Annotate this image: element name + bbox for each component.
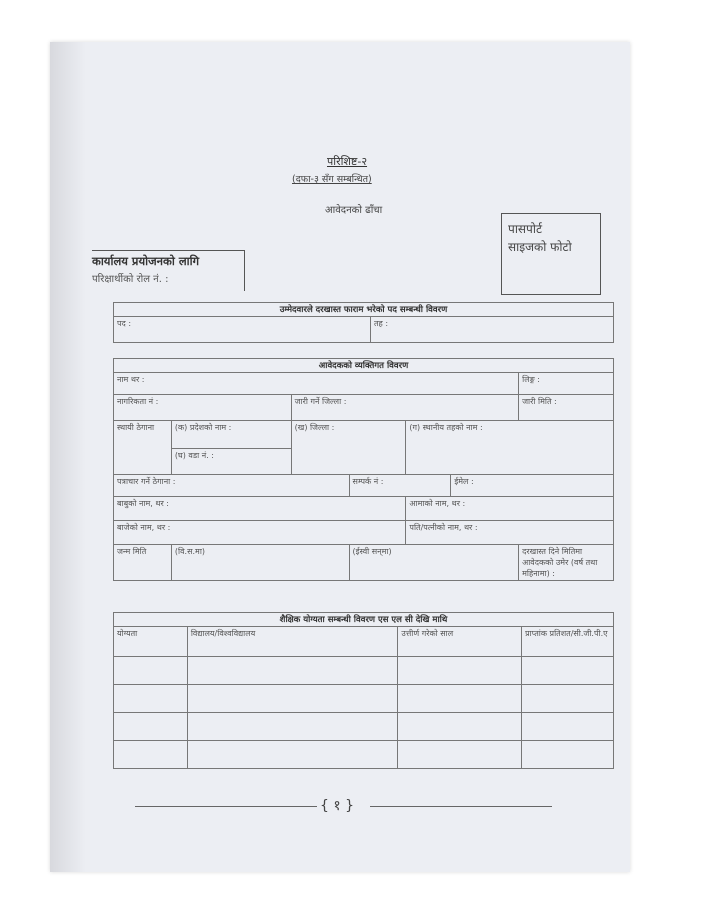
form-name: आवेदनको ढाँचा [325,205,383,216]
photo-box [501,213,601,295]
col-passed-year: उत्तीर्ण गरेको साल [398,627,522,657]
dob-label: जन्म मिति [114,545,172,581]
year-cell[interactable] [398,713,522,741]
qualification-cell[interactable] [114,657,188,685]
education-heading: शैक्षिक योग्यता सम्बन्धी विवरण एस एल सी देखि माथि [114,613,614,627]
issue-district-field[interactable]: जारी गर्ने जिल्ला : [291,395,518,421]
score-cell[interactable] [522,685,614,713]
issue-date-field[interactable]: जारी मिति : [519,395,614,421]
score-cell[interactable] [522,657,614,685]
table-row [114,657,614,685]
appendix-title: परिशिष्ट-२ [327,155,368,168]
table-row [114,713,614,741]
province-field[interactable]: (क) प्रदेशको नाम : [171,421,291,449]
contact-field[interactable]: सम्पर्क नं : [349,475,451,497]
permanent-address-label: स्थायी ठेगाना [114,421,172,475]
col-qualification: योग्यता [114,627,188,657]
qualification-cell[interactable] [114,713,188,741]
footer-line-left [135,806,317,807]
gender-field[interactable]: लिङ्ग : [519,373,614,395]
grandfather-name-field[interactable]: बाजेको नाम, थर : [114,521,406,545]
age-field[interactable]: दरखास्त दिने मितिमा आवेदकको उमेर (वर्ष तथा महिनामा) : [519,545,614,581]
office-use-title: कार्यालय प्रयोजनको लागि [92,254,200,268]
father-name-field[interactable]: बाबुको नाम, थर : [114,497,406,521]
photo-box-line2: साइजको फोटो [508,240,572,254]
institution-cell[interactable] [187,685,398,713]
post-field[interactable]: पद : [114,317,371,343]
mailing-address-field[interactable]: पत्राचार गर्ने ठेगाना : [114,475,350,497]
office-use-box [92,250,245,291]
district-field[interactable]: (ख) जिल्ला : [291,421,406,475]
score-cell[interactable] [522,713,614,741]
education-table [113,612,614,769]
col-score: प्राप्तांक प्रतिशत/सी.जी.पी.ए [522,627,614,657]
position-table [113,302,614,343]
page-number: { १ } [320,798,354,814]
dob-ad-field[interactable]: (ईस्वी सन्‌मा) [349,545,519,581]
institution-cell[interactable] [187,741,398,769]
spouse-name-field[interactable]: पति/पत्नीको नाम, थर : [406,521,614,545]
citizenship-field[interactable]: नागरिकता नं : [114,395,292,421]
col-institution: विद्यालय/विश्वविद्यालय [187,627,398,657]
local-level-field[interactable]: (ग) स्थानीय तहको नाम : [406,421,614,475]
personal-heading: आवेदकको व्यक्तिगत विवरण [114,359,614,373]
position-heading: उम्मेदवारले दरखास्त फाराम भरेको पद सम्बन्धी विवरण [114,303,614,317]
score-cell[interactable] [522,741,614,769]
table-row [114,685,614,713]
qualification-cell[interactable] [114,685,188,713]
year-cell[interactable] [398,657,522,685]
year-cell[interactable] [398,741,522,769]
binding-shadow [50,42,86,872]
level-field[interactable]: तह : [371,317,614,343]
institution-cell[interactable] [187,657,398,685]
email-field[interactable]: ईमेल : [451,475,614,497]
personal-table [113,358,614,581]
ward-field[interactable]: (घ) वडा नं. : [171,449,291,475]
photo-box-line1: पासपोर्ट [508,222,543,236]
section-reference: (दफा-३ सँग सम्बन्धित) [292,174,372,185]
footer-line-right [370,806,552,807]
year-cell[interactable] [398,685,522,713]
table-row [114,741,614,769]
qualification-cell[interactable] [114,741,188,769]
dob-bs-field[interactable]: (वि.स.मा) [171,545,349,581]
institution-cell[interactable] [187,713,398,741]
roll-number-label: परिक्षार्थीको रोल नं. : [92,274,169,285]
name-field[interactable]: नाम थर : [114,373,519,395]
mother-name-field[interactable]: आमाको नाम, थर : [406,497,614,521]
